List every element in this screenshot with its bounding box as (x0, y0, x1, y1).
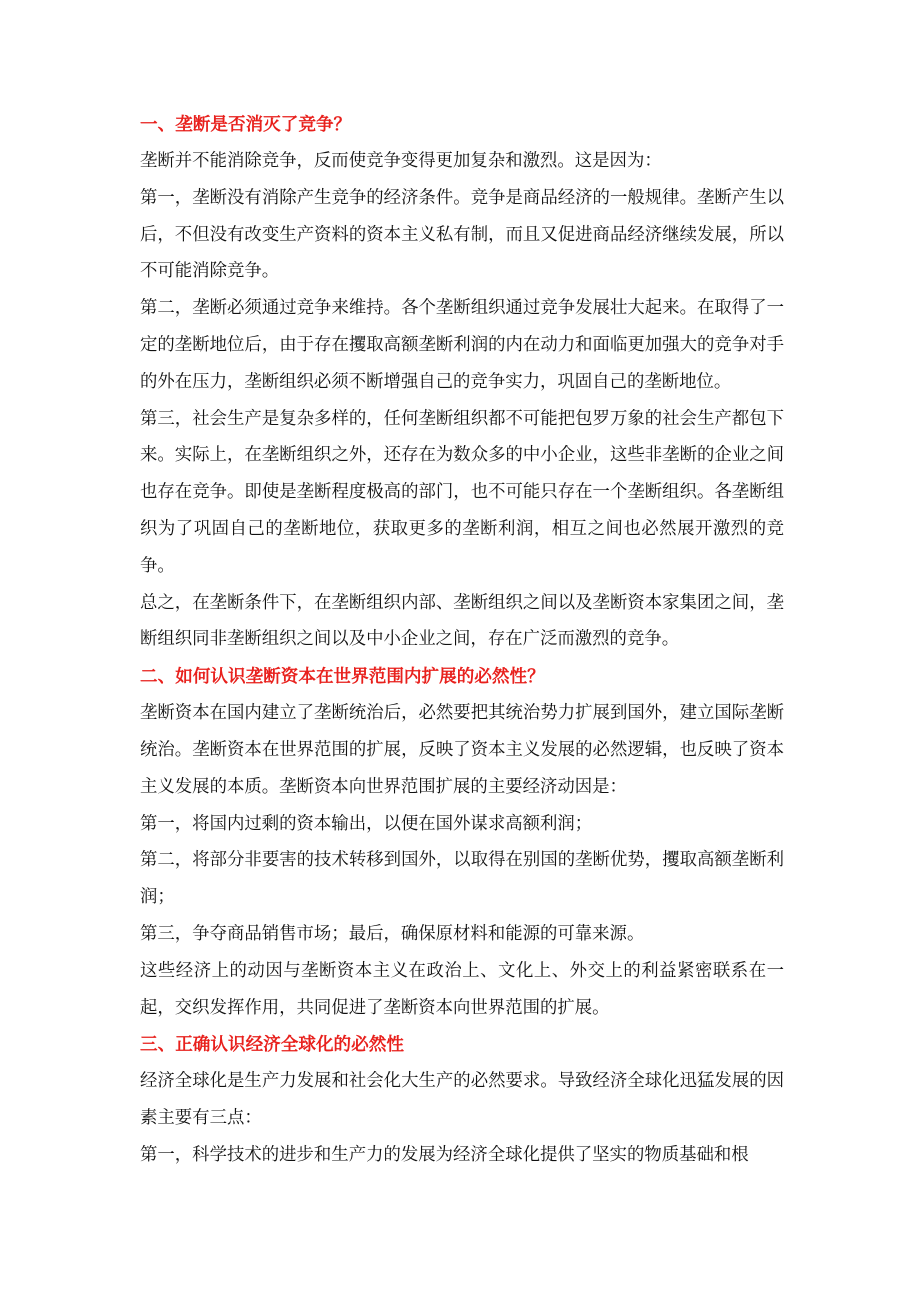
section-heading-2: 二、如何认识垄断资本在世界范围内扩展的必然性？ (140, 666, 545, 688)
section-heading-3: 三、正确认识经济全球化的必然性 (140, 1034, 404, 1056)
document-page (140, 106, 784, 1174)
paragraph: 第一，将国内过剩的资本输出，以便在国外谋求高额利润； (140, 813, 593, 834)
paragraph: 第三，争夺商品销售市场；最后，确保原材料和能源的可靠来源。 (140, 923, 645, 944)
paragraph: 总之，在垄断条件下，在垄断组织内部、垄断组织之间以及垄断资本家集团之间，垄断组织同非垄断组织之间以及中小企业之间，存在广泛而激烈的竞争。 (140, 592, 784, 650)
paragraph: 经济全球化是生产力发展和社会化大生产的必然要求。导致经济全球化迅猛发展的因素主要有三点： (140, 1071, 784, 1129)
paragraph: 第三，社会生产是复杂多样的，任何垄断组织都不可能把包罗万象的社会生产都包下来。实际上，在垄断组织之外，还存在为数众多的中小企业，这些非垄断的企业之间也存在竞争。即使是垄断程度极高的部门，也不可能只存在一个垄断组织。各垄断组织为了巩固自己的垄断地位，获取更多的垄断利润，相互之间也必然展开激烈的竞争。 (140, 408, 784, 576)
paragraph: 第二，垄断必须通过竞争来维持。各个垄断组织通过竞争发展壮大起来。在取得了一定的垄断地位后，由于存在攫取高额垄断利润的内在动力和面临更加强大的竞争对手的外在压力，垄断组织必须不断增强自己的竞争实力，巩固自己的垄断地位。 (140, 298, 784, 392)
paragraph: 第二，将部分非要害的技术转移到国外，以取得在别国的垄断优势，攫取高额垄断利润； (140, 850, 784, 908)
section-heading-1: 一、垄断是否消灭了竞争？ (140, 114, 352, 135)
paragraph: 第一，垄断没有消除产生竞争的经济条件。竞争是商品经济的一般规律。垄断产生以后，不但没有改变生产资料的资本主义私有制，而且又促进商品经济继续发展，所以不可能消除竞争。 (140, 187, 784, 282)
paragraph: 第一，科学技术的进步和生产力的发展为经济全球化提供了坚实的物质基础和根 (140, 1144, 749, 1165)
paragraph: 垄断资本在国内建立了垄断统治后，必然要把其统治势力扩展到国外，建立国际垄断统治。垄断资本在世界范围的扩展，反映了资本主义发展的必然逻辑，也反映了资本主义发展的本质。垄断资本向世界范围扩展的主要经济动因是： (140, 703, 784, 797)
paragraph: 这些经济上的动因与垄断资本主义在政治上、文化上、外交上的利益紧密联系在一起，交织发挥作用，共同促进了垄断资本向世界范围的扩展。 (140, 960, 784, 1018)
paragraph: 垄断并不能消除竞争，反而使竞争变得更加复杂和激烈。这是因为： (140, 151, 662, 171)
